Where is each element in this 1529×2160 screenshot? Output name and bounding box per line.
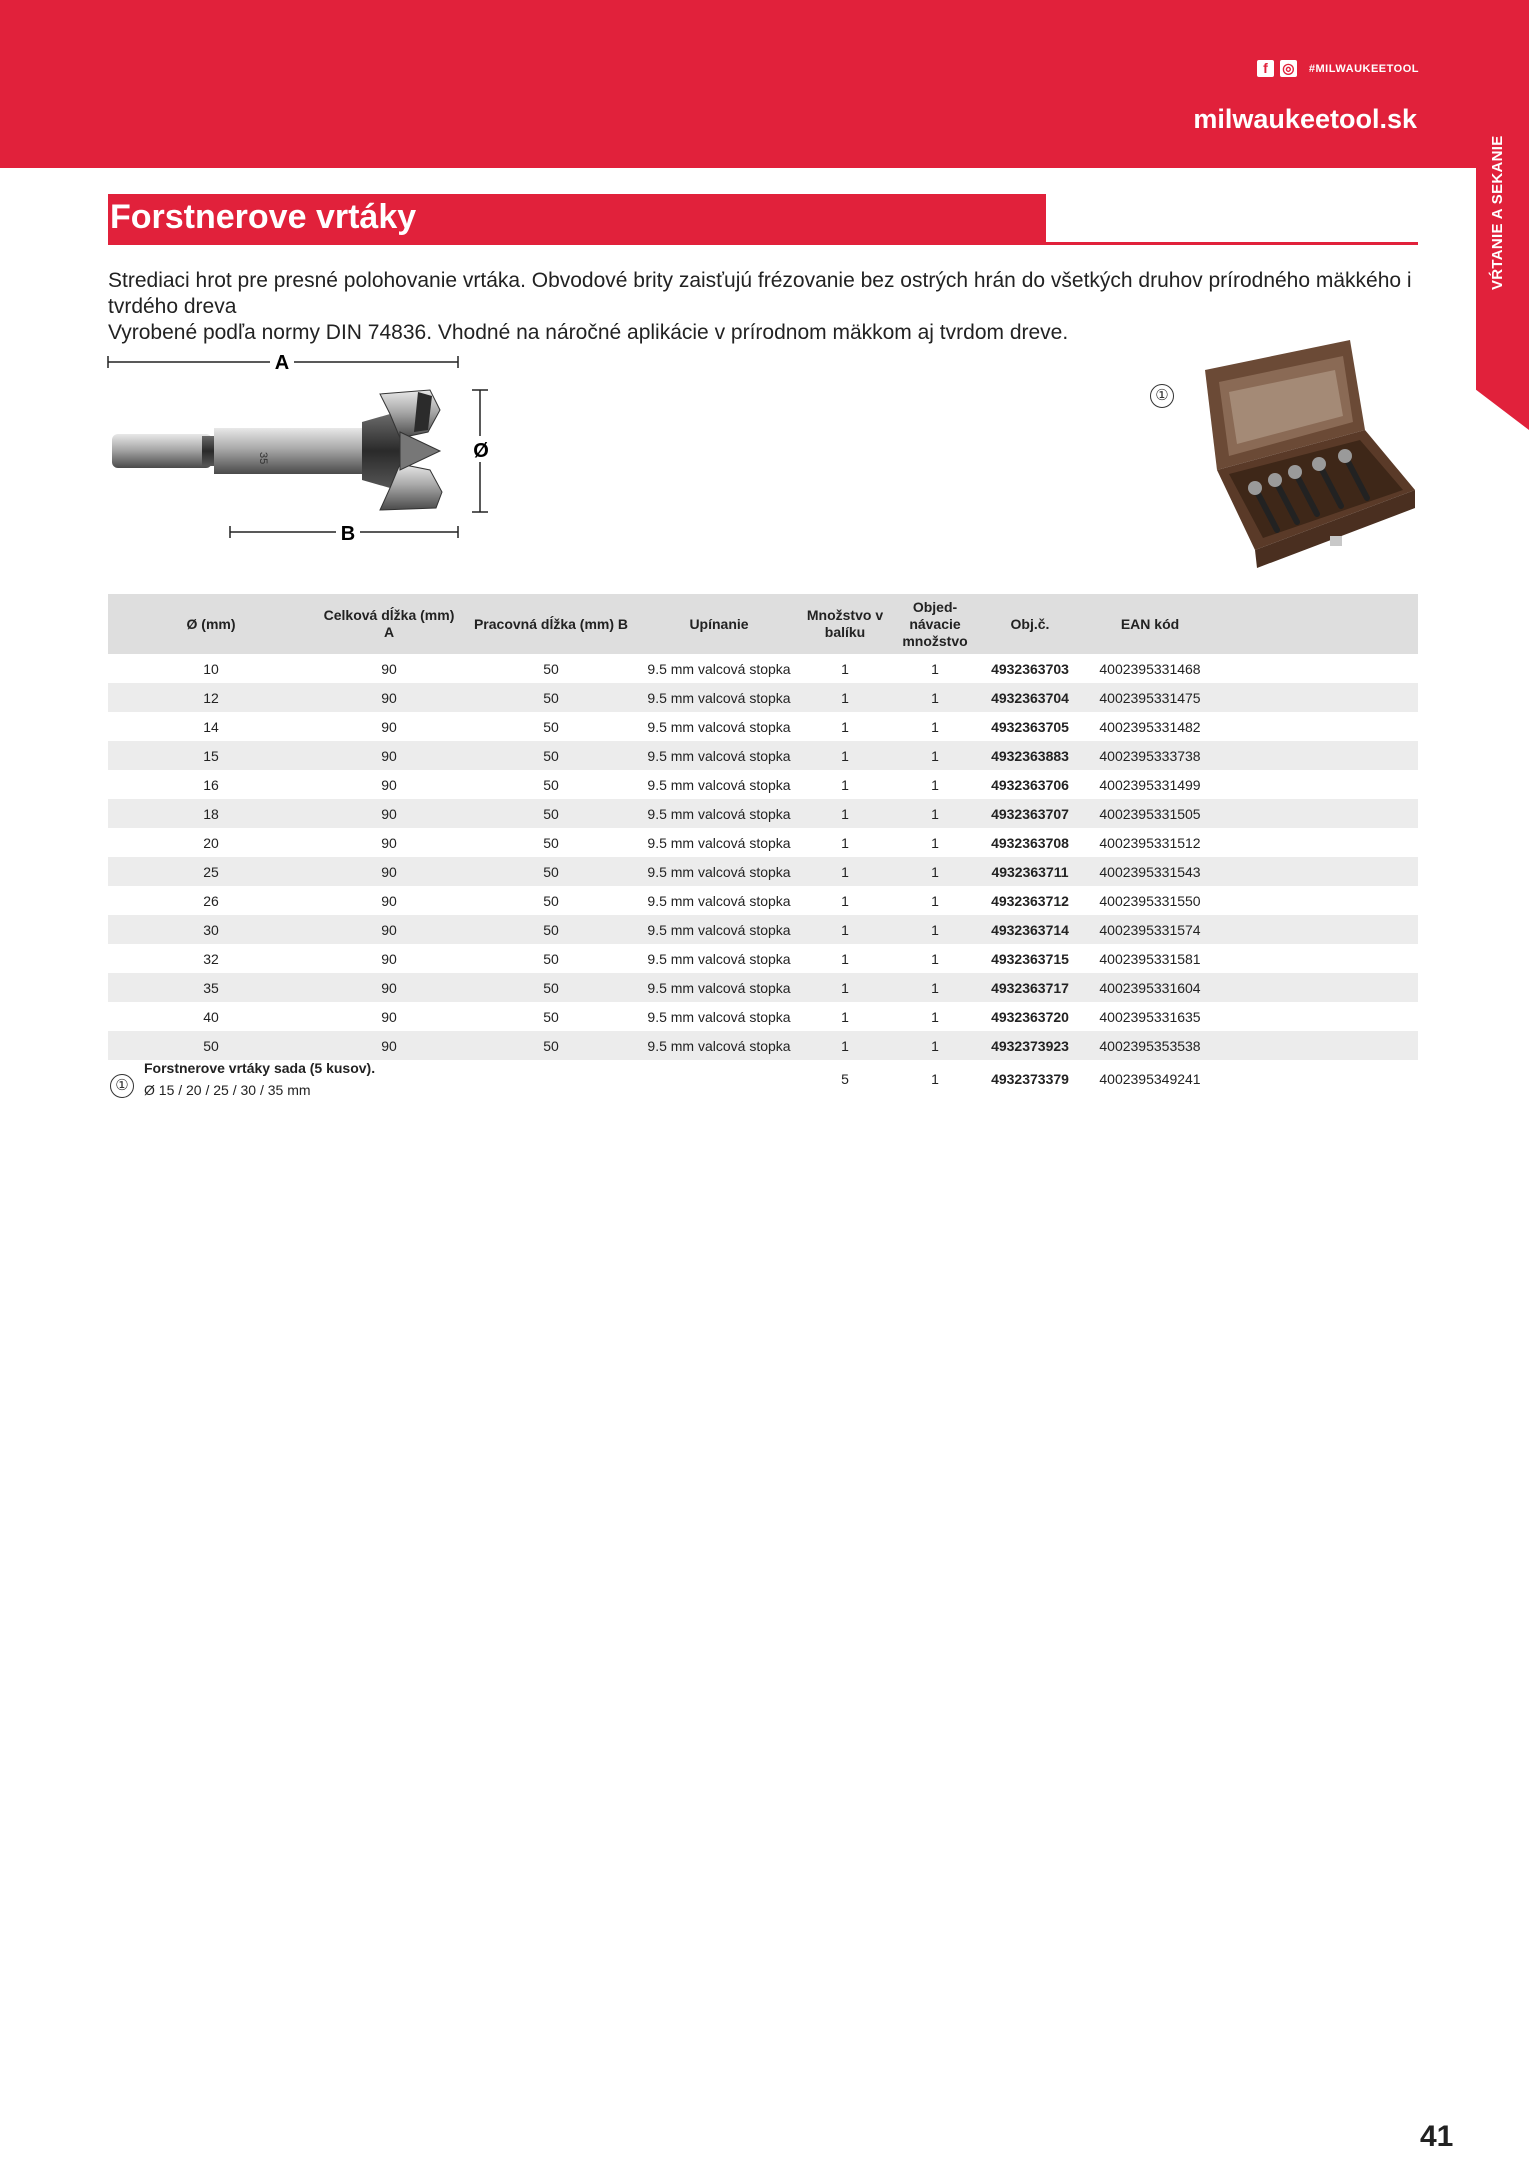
hashtag: #MILWAUKEETOOL — [1308, 62, 1419, 75]
table-row — [108, 886, 1418, 915]
cell-diameter: 10 — [203, 660, 219, 677]
cell-total-length: 90 — [381, 718, 397, 735]
cell-order-number: 4932363714 — [980, 915, 1080, 944]
cell-shank: 9.5 mm valcová stopka — [638, 683, 800, 712]
table-row — [108, 770, 1418, 799]
cell-ean: 4002395331512 — [1099, 834, 1201, 851]
cell-pack-qty: 1 — [841, 834, 849, 851]
dimension-a-label: A — [274, 352, 290, 374]
cell-shank: 9.5 mm valcová stopka — [647, 660, 791, 677]
cell-shank: 9.5 mm valcová stopka — [647, 776, 791, 793]
cell-spacer — [1220, 973, 1418, 1002]
cell-shank: 9.5 mm valcová stopka — [647, 718, 791, 735]
cell-order-qty: 1 — [931, 1008, 939, 1025]
header-pack-qty: Množstvo v balíku — [800, 594, 890, 654]
set-name: Forstnerove vrtáky sada (5 kusov). — [144, 1060, 376, 1076]
cell-ean: 4002395331635 — [1099, 1008, 1201, 1025]
product-spec-table — [108, 594, 1418, 1098]
header-working-length: Pracovná dĺžka (mm) B — [464, 594, 638, 654]
table-row — [108, 857, 1418, 886]
cell-diameter: 20 — [203, 834, 219, 851]
cell-order-number: 4932363715 — [991, 950, 1069, 967]
cell-ean: 4002395331468 — [1099, 660, 1201, 677]
cell-order-number: 4932363704 — [980, 683, 1080, 712]
cell-ean: 4002395331543 — [1080, 857, 1220, 886]
cell-order-qty: 1 — [890, 973, 980, 1002]
cell-spacer — [1220, 1031, 1418, 1060]
cell-order-qty: 1 — [931, 892, 939, 909]
cell-order-qty: 1 — [931, 1071, 939, 1087]
cell-order-qty: 1 — [931, 776, 939, 793]
cell-order-number: 4932363883 — [980, 741, 1080, 770]
cell-pack-qty: 1 — [841, 1008, 849, 1025]
cell-spacer — [1220, 741, 1418, 770]
cell-working-length: 50 — [464, 741, 638, 770]
cell-working-length: 50 — [543, 892, 559, 909]
cell-order-number: 4932363706 — [991, 776, 1069, 793]
cell-ean: 4002395349241 — [1099, 1071, 1201, 1087]
cell-total-length: 90 — [381, 834, 397, 851]
cell-total-length: 90 — [381, 776, 397, 793]
dimension-diameter-label: Ø — [473, 440, 489, 462]
side-tab-label: VŔTANIE A SEKANIE — [1489, 135, 1506, 290]
cell-diameter: 26 — [203, 892, 219, 909]
callout-marker: ① — [110, 1074, 134, 1098]
cell-ean: 4002395331482 — [1099, 718, 1201, 735]
cell-spacer — [1220, 1002, 1418, 1031]
cell-ean: 4002395353538 — [1080, 1031, 1220, 1060]
cell-total-length: 90 — [314, 915, 464, 944]
cell-shank: 9.5 mm valcová stopka — [638, 915, 800, 944]
cell-diameter: 40 — [203, 1008, 219, 1025]
cell-shank: 9.5 mm valcová stopka — [638, 1031, 800, 1060]
drill-bit-diagram — [100, 352, 520, 567]
cell-order-qty: 1 — [931, 718, 939, 735]
site-url-link[interactable]: milwaukeetool.sk — [1193, 104, 1417, 134]
cell-ean: 4002395333738 — [1080, 741, 1220, 770]
table-row — [108, 1002, 1418, 1031]
cell-shank: 9.5 mm valcová stopka — [638, 857, 800, 886]
table-row — [108, 1031, 1418, 1060]
cell-spacer — [1220, 712, 1418, 741]
cell-order-number: 4932363717 — [980, 973, 1080, 1002]
description-line: Strediaci hrot pre presné polohovanie vrtáka. Obvodové brity zaisťujú frézovanie bez ostrých hrán do všetkých druhov prírodného mäkkého i tvrdého dreva — [108, 269, 1412, 318]
cell-order-number: 4932363712 — [991, 892, 1069, 909]
table-row — [108, 683, 1418, 712]
cell-ean: 4002395331581 — [1099, 950, 1201, 967]
cell-total-length: 90 — [381, 892, 397, 909]
header-spacer — [1220, 594, 1418, 654]
cell-diameter: 25 — [108, 857, 314, 886]
cell-ean: 4002395331505 — [1080, 799, 1220, 828]
title-divider — [108, 242, 1418, 245]
cell-pack-qty: 1 — [800, 915, 890, 944]
cell-working-length: 50 — [464, 915, 638, 944]
cell-pack-qty: 1 — [841, 950, 849, 967]
cell-ean: 4002395331604 — [1080, 973, 1220, 1002]
table-row — [108, 944, 1418, 973]
cell-order-number: 4932363720 — [991, 1008, 1069, 1025]
cell-pack-qty: 1 — [841, 718, 849, 735]
cell-total-length: 90 — [314, 857, 464, 886]
set-sizes: Ø 15 / 20 / 25 / 30 / 35 mm — [144, 1082, 311, 1098]
header-diameter: Ø (mm) — [108, 594, 314, 654]
cell-shank: 9.5 mm valcová stopka — [638, 799, 800, 828]
cell-total-length: 90 — [381, 1008, 397, 1025]
description-line: Vyrobené podľa normy DIN 74836. Vhodné na náročné aplikácie v prírodnom mäkkom aj tvrdom dreve. — [108, 321, 1069, 344]
table-row — [108, 654, 1418, 683]
cell-diameter: 18 — [108, 799, 314, 828]
table-row — [108, 828, 1418, 857]
cell-working-length: 50 — [464, 683, 638, 712]
cell-total-length: 90 — [314, 799, 464, 828]
header-shank: Upínanie — [638, 594, 800, 654]
cell-pack-qty: 1 — [841, 776, 849, 793]
cell-working-length: 50 — [464, 1031, 638, 1060]
page-number: 41 — [1420, 2120, 1454, 2153]
header-total-length: Celková dĺžka (mm) A — [314, 594, 464, 654]
cell-diameter: 50 — [108, 1031, 314, 1060]
table-header-row — [108, 594, 1418, 654]
cell-spacer — [1220, 828, 1418, 857]
table-row — [108, 915, 1418, 944]
table-row — [108, 712, 1418, 741]
cell-working-length: 50 — [543, 776, 559, 793]
cell-order-qty: 1 — [890, 1031, 980, 1060]
cell-shank: 9.5 mm valcová stopka — [638, 741, 800, 770]
table-row — [108, 799, 1418, 828]
cell-order-number: 4932363705 — [991, 718, 1069, 735]
page-title: Forstnerove vrtáky — [110, 198, 417, 236]
cell-spacer — [1220, 799, 1418, 828]
cell-pack-qty: 1 — [841, 892, 849, 909]
cell-ean: 4002395331475 — [1080, 683, 1220, 712]
table-row-set — [108, 1060, 1418, 1098]
cell-ean: 4002395331574 — [1080, 915, 1220, 944]
cell-shank: 9.5 mm valcová stopka — [647, 834, 791, 851]
cell-spacer — [1220, 857, 1418, 886]
cell-total-length: 90 — [314, 973, 464, 1002]
cell-total-length: 90 — [314, 741, 464, 770]
cell-pack-qty: 1 — [841, 660, 849, 677]
product-description — [108, 268, 1418, 346]
cell-working-length: 50 — [464, 857, 638, 886]
cell-pack-qty: 1 — [800, 741, 890, 770]
cell-shank: 9.5 mm valcová stopka — [647, 1008, 791, 1025]
header-order-qty: Objed-návacie množstvo — [890, 594, 980, 654]
cell-spacer — [1220, 1060, 1418, 1098]
cell-order-qty: 1 — [931, 834, 939, 851]
facebook-icon[interactable]: f — [1257, 60, 1274, 77]
cell-order-qty: 1 — [931, 660, 939, 677]
cell-order-qty: 1 — [931, 950, 939, 967]
cell-working-length: 50 — [543, 950, 559, 967]
cell-diameter: 15 — [108, 741, 314, 770]
cell-ean: 4002395331499 — [1099, 776, 1201, 793]
cell-diameter: 35 — [108, 973, 314, 1002]
cell-order-number: 4932363711 — [980, 857, 1080, 886]
cell-pack-qty: 1 — [800, 799, 890, 828]
cell-working-length: 50 — [543, 660, 559, 677]
cell-total-length: 90 — [381, 660, 397, 677]
cell-spacer — [1220, 770, 1418, 799]
cell-diameter: 12 — [108, 683, 314, 712]
cell-order-number: 4932363707 — [980, 799, 1080, 828]
header-order-number: Obj.č. — [980, 594, 1080, 654]
cell-shank: 9.5 mm valcová stopka — [638, 973, 800, 1002]
cell-order-number: 4932363708 — [991, 834, 1069, 851]
cell-spacer — [1220, 683, 1418, 712]
header-ean: EAN kód — [1080, 594, 1220, 654]
cell-shank: 9.5 mm valcová stopka — [647, 950, 791, 967]
table-row — [108, 973, 1418, 1002]
cell-pack-qty: 1 — [800, 857, 890, 886]
cell-order-qty: 1 — [890, 915, 980, 944]
cell-diameter: 30 — [108, 915, 314, 944]
cell-total-length: 90 — [381, 950, 397, 967]
cell-pack-qty: 5 — [841, 1071, 849, 1087]
cell-order-qty: 1 — [890, 799, 980, 828]
cell-working-length: 50 — [543, 718, 559, 735]
cell-pack-qty: 1 — [800, 1031, 890, 1060]
cell-spacer — [1220, 944, 1418, 973]
cell-diameter: 14 — [203, 718, 219, 735]
drill-set-box-image — [1195, 340, 1425, 575]
cell-pack-qty: 1 — [800, 973, 890, 1002]
cell-diameter: 16 — [203, 776, 219, 793]
header-band — [0, 0, 1529, 168]
svg-text:35: 35 — [257, 452, 269, 465]
cell-working-length: 50 — [464, 973, 638, 1002]
cell-total-length: 90 — [314, 1031, 464, 1060]
cell-diameter: 32 — [203, 950, 219, 967]
instagram-icon[interactable]: ◎ — [1280, 60, 1297, 77]
cell-working-length: 50 — [543, 834, 559, 851]
cell-order-qty: 1 — [890, 857, 980, 886]
cell-spacer — [1220, 886, 1418, 915]
dimension-b-label: B — [340, 523, 356, 545]
cell-working-length: 50 — [543, 1008, 559, 1025]
cell-spacer — [1220, 915, 1418, 944]
cell-working-length: 50 — [464, 799, 638, 828]
cell-spacer — [1220, 654, 1418, 683]
cell-order-number: 4932363703 — [991, 660, 1069, 677]
callout-marker: ① — [1150, 384, 1174, 408]
table-row — [108, 741, 1418, 770]
cell-pack-qty: 1 — [800, 683, 890, 712]
cell-shank: 9.5 mm valcová stopka — [647, 892, 791, 909]
cell-order-qty: 1 — [890, 741, 980, 770]
cell-ean: 4002395331550 — [1099, 892, 1201, 909]
cell-order-number: 4932373923 — [980, 1031, 1080, 1060]
cell-set-description — [108, 1060, 800, 1098]
social-links — [1257, 60, 1419, 77]
cell-total-length: 90 — [314, 683, 464, 712]
cell-order-qty: 1 — [890, 683, 980, 712]
cell-order-number: 4932373379 — [991, 1071, 1069, 1087]
